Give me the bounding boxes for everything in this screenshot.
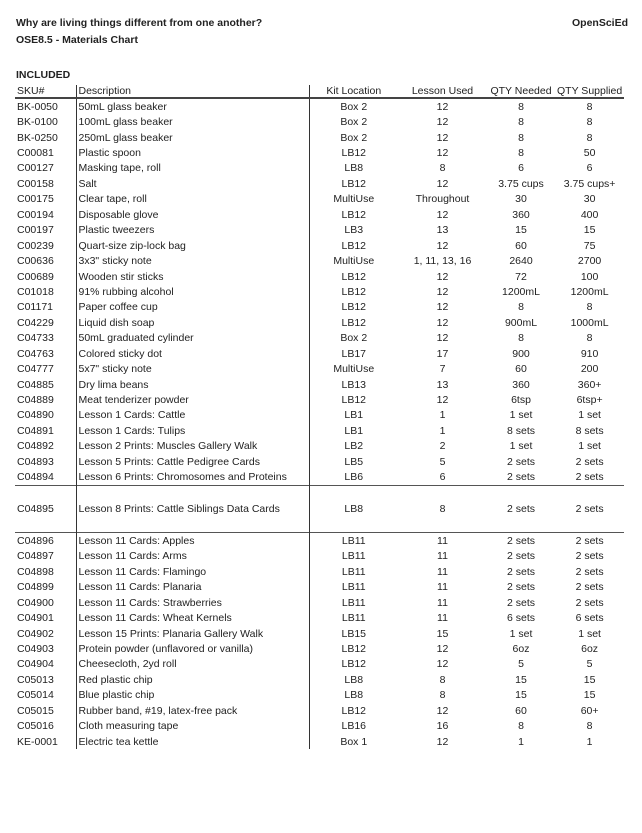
table-cell-lesson-used: 12 <box>436 301 449 314</box>
table-cell-description: Salt <box>76 176 309 191</box>
table-cell-qty-supplied: 2 sets <box>555 533 624 549</box>
table-cell-description: Lesson 11 Cards: Arms <box>76 549 309 564</box>
table-cell-lesson-used: 5 <box>439 455 446 468</box>
table-cell-description: Meat tenderizer powder <box>76 392 309 407</box>
table-cell-description: Lesson 11 Cards: Apples <box>76 533 309 549</box>
table-cell-qty-needed: 6tsp <box>511 394 531 407</box>
table-cell-sku: C04897 <box>17 550 54 563</box>
table-cell-sku: C05016 <box>17 720 54 733</box>
table-cell-sku: C04900 <box>17 596 54 609</box>
table-row <box>15 564 624 579</box>
table-row <box>15 331 624 346</box>
table-row <box>15 610 624 625</box>
table-cell-kit-location: LB12 <box>309 300 398 315</box>
table-cell-kit-location: Box 1 <box>309 734 398 749</box>
table-cell-description: Disposable glove <box>76 207 309 222</box>
table-cell-lesson-used: Throughout <box>415 193 470 206</box>
table-cell-description: Lesson 1 Cards: Cattle <box>76 408 309 423</box>
table-cell-qty-needed: 1 set <box>509 409 533 422</box>
table-cell-qty-supplied: 3.75 cups+ <box>563 177 616 190</box>
table-cell-lesson-used: 11 <box>437 550 448 563</box>
table-cell-qty-supplied: 1200mL <box>570 285 609 298</box>
column-header-qty-supplied: QTY Supplied <box>557 85 623 97</box>
table-cell-lesson-used: 11 <box>398 533 487 549</box>
table-cell-sku: C04229 <box>17 316 54 329</box>
table-row <box>15 672 624 687</box>
table-cell-qty-supplied: 2 sets <box>555 485 624 532</box>
table-cell-kit-location: LB17 <box>309 346 398 361</box>
table-cell-sku: C04904 <box>17 658 54 671</box>
table-row <box>15 718 624 733</box>
table-cell-sku: C00689 <box>17 270 54 283</box>
table-cell-lesson-used: 11 <box>437 596 448 609</box>
table-cell-kit-location: LB13 <box>309 377 398 392</box>
table-cell-qty-supplied: 6 <box>586 162 593 175</box>
table-row <box>15 207 624 222</box>
table-cell-qty-supplied: 8 <box>586 116 593 129</box>
table-cell-sku: C01171 <box>17 301 54 314</box>
table-cell-sku: C04763 <box>17 347 54 360</box>
table-row <box>15 392 624 407</box>
table-cell-description: Lesson 15 Prints: Planaria Gallery Walk <box>76 626 309 641</box>
page-subtitle: OSE8.5 - Materials Chart <box>16 34 138 46</box>
table-row <box>15 439 624 454</box>
table-cell-description: Rubber band, #19, latex-free pack <box>76 703 309 718</box>
table-cell-sku: C00636 <box>17 255 54 268</box>
table-cell-qty-supplied: 1 <box>586 735 593 748</box>
table-cell-sku: C00175 <box>17 193 54 206</box>
table-cell-qty-supplied: 30 <box>583 193 596 206</box>
column-header-kit-location: Kit Location <box>309 85 398 98</box>
table-row <box>15 315 624 330</box>
table-cell-qty-supplied: 2 sets <box>575 471 604 484</box>
table-cell-sku: C04903 <box>17 643 54 656</box>
table-cell-qty-supplied: 360+ <box>577 378 602 391</box>
table-cell-kit-location: LB3 <box>309 223 398 238</box>
table-cell-sku: C04733 <box>17 332 54 345</box>
table-cell-description: 91% rubbing alcohol <box>76 284 309 299</box>
table-row <box>15 549 624 564</box>
table-cell-qty-needed: 15 <box>515 673 527 686</box>
table-cell-qty-needed: 360 <box>512 208 530 221</box>
table-cell-description: 5x7" sticky note <box>76 361 309 376</box>
table-cell-description: 50mL glass beaker <box>76 98 309 114</box>
table-cell-kit-location: LB15 <box>309 626 398 641</box>
table-cell-qty-needed: 60 <box>515 363 527 376</box>
table-cell-lesson-used: 12 <box>436 285 449 298</box>
table-cell-qty-needed: 3.75 cups <box>498 177 544 190</box>
table-row <box>15 641 624 656</box>
table-cell-kit-location: LB6 <box>309 470 398 486</box>
table-cell-description: Lesson 2 Prints: Muscles Gallery Walk <box>76 439 309 454</box>
table-cell-kit-location: LB12 <box>309 315 398 330</box>
table-cell-qty-needed: 2 sets <box>506 471 535 484</box>
table-cell-description: Plastic spoon <box>76 145 309 160</box>
table-row <box>15 626 624 641</box>
table-cell-sku: C00127 <box>17 162 54 175</box>
table-cell-sku: C05013 <box>17 673 54 686</box>
table-cell-qty-needed: 6 sets <box>506 612 535 625</box>
table-row <box>15 98 624 114</box>
table-cell-qty-needed: 30 <box>515 193 527 206</box>
table-cell-qty-needed: 6oz <box>512 643 530 656</box>
table-cell-description: Blue plastic chip <box>76 688 309 703</box>
table-cell-description: Masking tape, roll <box>76 161 309 176</box>
table-cell-lesson-used: 8 <box>439 689 446 702</box>
table-row <box>15 454 624 469</box>
table-cell-qty-needed: 8 sets <box>506 424 535 437</box>
table-cell-qty-needed: 60 <box>515 704 527 717</box>
table-cell-qty-needed: 15 <box>515 224 527 237</box>
table-cell-lesson-used: 12 <box>436 131 449 144</box>
table-cell-kit-location: LB12 <box>309 657 398 672</box>
table-cell-description: Colored sticky dot <box>76 346 309 361</box>
table-cell-sku: C04889 <box>17 394 54 407</box>
table-cell-description: Lesson 5 Prints: Cattle Pedigree Cards <box>76 454 309 469</box>
table-cell-qty-supplied: 8 <box>586 100 593 113</box>
table-cell-kit-location: LB1 <box>309 408 398 423</box>
table-row <box>15 595 624 610</box>
table-cell-kit-location: LB5 <box>309 454 398 469</box>
table-cell-description: 3x3" sticky note <box>76 253 309 268</box>
table-cell-lesson-used: 6 <box>439 471 446 484</box>
table-cell-kit-location: LB1 <box>309 423 398 438</box>
table-row <box>15 176 624 191</box>
table-cell-kit-location: LB11 <box>309 564 398 579</box>
table-cell-description: Plastic tweezers <box>76 223 309 238</box>
table-cell-sku: C05015 <box>17 704 54 717</box>
table-cell-kit-location: LB11 <box>309 595 398 610</box>
table-cell-sku: C04894 <box>17 471 54 484</box>
table-cell-sku: C00197 <box>17 224 54 237</box>
table-cell-qty-supplied: 6tsp+ <box>576 394 603 407</box>
table-row <box>15 223 624 238</box>
table-cell-sku: C01018 <box>17 285 54 298</box>
table-cell-qty-supplied: 8 sets <box>575 424 604 437</box>
table-cell-qty-needed: 900 <box>512 347 530 360</box>
table-cell-sku: C05014 <box>17 689 54 702</box>
table-cell-sku: KE-0001 <box>17 735 58 748</box>
table-cell-qty-supplied: 8 <box>586 720 593 733</box>
table-cell-qty-needed: 2 sets <box>487 485 555 532</box>
table-cell-lesson-used: 17 <box>436 347 449 360</box>
table-cell-lesson-used: 12 <box>436 704 449 717</box>
table-cell-lesson-used: 11 <box>437 565 448 578</box>
table-cell-lesson-used: 12 <box>436 643 449 656</box>
table-cell-lesson-used: 12 <box>436 208 449 221</box>
table-row <box>15 703 624 718</box>
table-row <box>15 161 624 176</box>
table-cell-sku: BK-0050 <box>17 100 58 113</box>
table-cell-lesson-used: 1 <box>439 424 446 437</box>
table-cell-qty-needed: 15 <box>515 689 527 702</box>
table-cell-kit-location: LB12 <box>309 238 398 253</box>
table-cell-qty-supplied: 2700 <box>577 255 602 268</box>
table-cell-lesson-used: 15 <box>436 627 449 640</box>
table-cell-sku: C04891 <box>17 424 54 437</box>
table-cell-kit-location: LB8 <box>309 688 398 703</box>
table-cell-description: Lesson 11 Cards: Planaria <box>76 580 309 595</box>
table-cell-qty-supplied: 2 sets <box>575 581 604 594</box>
table-cell-kit-location: LB8 <box>309 672 398 687</box>
table-cell-sku: BK-0100 <box>17 116 58 129</box>
table-cell-qty-needed: 1 <box>518 735 524 748</box>
table-cell-qty-supplied: 1 set <box>578 409 601 422</box>
table-cell-qty-needed: 2 sets <box>487 533 555 549</box>
table-cell-kit-location: LB2 <box>309 439 398 454</box>
table-cell-lesson-used: 8 <box>439 673 446 686</box>
table-cell-qty-supplied: 2 sets <box>575 550 604 563</box>
table-cell-qty-supplied: 2 sets <box>575 455 604 468</box>
table-cell-description: Wooden stir sticks <box>76 269 309 284</box>
table-cell-description: Quart-size zip-lock bag <box>76 238 309 253</box>
table-cell-kit-location: LB11 <box>309 549 398 564</box>
table-row <box>15 114 624 129</box>
table-row <box>15 238 624 253</box>
table-cell-qty-supplied: 910 <box>580 347 599 360</box>
table-cell-qty-supplied: 6oz <box>581 643 599 656</box>
table-cell-lesson-used: 12 <box>436 239 449 252</box>
table-row <box>15 253 624 268</box>
table-cell-qty-needed: 72 <box>515 270 527 283</box>
table-cell-lesson-used: 12 <box>436 270 449 283</box>
table-cell-sku: C00158 <box>17 177 54 190</box>
table-cell-qty-supplied: 50 <box>583 147 596 160</box>
table-cell-lesson-used: 12 <box>436 332 449 345</box>
page-title: Why are living things different from one another? <box>16 17 263 29</box>
table-cell-qty-supplied: 2 sets <box>575 596 604 609</box>
table-cell-sku: BK-0250 <box>17 131 58 144</box>
table-row <box>15 130 624 145</box>
table-cell-lesson-used: 16 <box>436 720 449 733</box>
table-cell-qty-supplied: 200 <box>580 363 599 376</box>
table-cell-qty-needed: 6 <box>518 162 524 175</box>
table-cell-qty-needed: 60 <box>515 239 527 252</box>
table-cell-lesson-used: 13 <box>436 378 449 391</box>
table-cell-qty-supplied: 15 <box>583 689 596 702</box>
table-row <box>15 300 624 315</box>
table-cell-description: Dry lima beans <box>76 377 309 392</box>
table-row <box>15 377 624 392</box>
table-cell-description: Cheesecloth, 2yd roll <box>76 657 309 672</box>
table-cell-qty-supplied: 60+ <box>580 704 599 717</box>
table-cell-qty-needed: 2 sets <box>506 596 535 609</box>
table-cell-kit-location: Box 2 <box>309 114 398 129</box>
table-cell-description: Paper coffee cup <box>76 300 309 315</box>
table-cell-qty-needed: 8 <box>518 131 524 144</box>
table-cell-qty-needed: 2 sets <box>506 455 535 468</box>
table-cell-kit-location: Box 2 <box>309 130 398 145</box>
table-row <box>15 423 624 438</box>
table-cell-kit-location: LB16 <box>309 718 398 733</box>
table-cell-kit-location: LB11 <box>309 533 398 549</box>
table-cell-sku: C04895 <box>15 485 76 532</box>
table-cell-kit-location: MultiUse <box>309 192 398 207</box>
table-cell-qty-needed: 1 set <box>509 627 533 640</box>
table-row <box>15 580 624 595</box>
table-cell-qty-supplied: 100 <box>580 270 599 283</box>
column-header-sku: SKU# <box>15 85 76 98</box>
table-cell-sku: C04901 <box>17 612 54 625</box>
table-cell-qty-needed: 360 <box>512 378 530 391</box>
table-cell-kit-location: Box 2 <box>309 331 398 346</box>
table-cell-qty-supplied: 5 <box>586 658 593 671</box>
table-cell-qty-supplied: 1 set <box>578 440 601 453</box>
table-cell-lesson-used: 13 <box>436 224 449 237</box>
table-cell-lesson-used: 12 <box>436 147 449 160</box>
table-cell-lesson-used: 2 <box>439 440 446 453</box>
table-cell-qty-supplied: 8 <box>586 332 593 345</box>
table-cell-qty-supplied: 8 <box>586 301 593 314</box>
table-cell-qty-needed: 1200mL <box>502 285 540 298</box>
table-cell-qty-needed: 900mL <box>504 316 538 329</box>
table-cell-description: Electric tea kettle <box>76 734 309 749</box>
table-cell-lesson-used: 11 <box>437 581 448 594</box>
table-cell-kit-location: Box 2 <box>309 98 398 114</box>
table-cell-sku: C04777 <box>17 363 54 376</box>
table-row <box>15 346 624 361</box>
table-cell-lesson-used: 12 <box>436 658 449 671</box>
table-cell-qty-needed: 8 <box>518 100 524 113</box>
table-row <box>15 734 624 749</box>
column-header-lesson-used: Lesson Used <box>398 85 487 98</box>
section-label: INCLUDED <box>16 69 71 81</box>
table-cell-qty-needed: 8 <box>518 332 524 345</box>
table-cell-description: 50mL graduated cylinder <box>76 331 309 346</box>
table-cell-kit-location: LB11 <box>309 610 398 625</box>
table-row <box>15 485 624 532</box>
table-cell-kit-location: MultiUse <box>309 253 398 268</box>
table-cell-lesson-used: 7 <box>439 363 446 376</box>
table-cell-lesson-used: 8 <box>398 485 487 532</box>
table-cell-kit-location: LB11 <box>309 580 398 595</box>
table-row <box>15 145 624 160</box>
table-cell-description: Liquid dish soap <box>76 315 309 330</box>
table-cell-lesson-used: 12 <box>436 735 449 748</box>
table-row <box>15 688 624 703</box>
table-cell-qty-supplied: 8 <box>586 131 593 144</box>
materials-table <box>15 85 624 749</box>
table-row <box>15 361 624 376</box>
table-cell-qty-needed: 2640 <box>509 255 533 268</box>
table-cell-qty-supplied: 400 <box>580 208 599 221</box>
table-header-row <box>15 85 624 98</box>
table-cell-qty-needed: 5 <box>518 658 524 671</box>
table-cell-kit-location: LB12 <box>309 703 398 718</box>
table-cell-description: Lesson 1 Cards: Tulips <box>76 423 309 438</box>
table-cell-lesson-used: 12 <box>436 100 449 113</box>
table-cell-qty-supplied: 6 sets <box>575 612 604 625</box>
table-cell-sku: C04892 <box>17 440 54 453</box>
table-cell-qty-needed: 2 sets <box>506 581 535 594</box>
column-header-qty-needed: QTY Needed <box>487 85 555 98</box>
table-cell-description: Lesson 11 Cards: Strawberries <box>76 595 309 610</box>
table-cell-sku: C00239 <box>17 239 54 252</box>
table-cell-lesson-used: 12 <box>436 316 449 329</box>
table-cell-description: Clear tape, roll <box>76 192 309 207</box>
table-cell-kit-location: LB12 <box>309 641 398 656</box>
table-cell-kit-location: LB12 <box>309 392 398 407</box>
table-cell-qty-needed: 8 <box>518 147 524 160</box>
table-cell-kit-location: LB8 <box>309 161 398 176</box>
table-row <box>15 408 624 423</box>
table-cell-lesson-used: 12 <box>436 177 449 190</box>
table-cell-qty-needed: 8 <box>518 301 524 314</box>
table-cell-sku: C04885 <box>17 378 54 391</box>
table-cell-qty-supplied: 15 <box>583 673 596 686</box>
table-cell-qty-supplied: 15 <box>583 224 596 237</box>
table-cell-qty-needed: 2 sets <box>506 565 535 578</box>
table-cell-lesson-used: 12 <box>436 116 449 129</box>
table-cell-lesson-used: 1, 11, 13, 16 <box>413 255 472 268</box>
table-cell-qty-supplied: 1000mL <box>570 316 609 329</box>
table-cell-qty-needed: 8 <box>518 116 524 129</box>
column-header-description: Description <box>76 85 309 98</box>
table-cell-description: Lesson 11 Cards: Flamingo <box>76 564 309 579</box>
table-cell-lesson-used: 11 <box>437 612 448 625</box>
table-cell-qty-needed: 2 sets <box>506 550 535 563</box>
table-cell-lesson-used: 1 <box>439 409 446 422</box>
table-cell-sku: C04898 <box>17 565 54 578</box>
table-cell-sku: C04899 <box>17 581 54 594</box>
table-cell-kit-location: LB8 <box>309 485 398 532</box>
table-cell-lesson-used: 12 <box>436 394 449 407</box>
table-row <box>15 533 624 549</box>
table-cell-sku: C04890 <box>17 409 54 422</box>
table-cell-description: Cloth measuring tape <box>76 718 309 733</box>
table-cell-description: Lesson 8 Prints: Cattle Siblings Data Cards <box>76 485 309 532</box>
table-cell-qty-supplied: 2 sets <box>575 565 604 578</box>
table-row <box>15 269 624 284</box>
table-cell-qty-supplied: 75 <box>583 239 596 252</box>
table-cell-sku: C04902 <box>17 627 54 640</box>
table-cell-lesson-used: 8 <box>439 162 446 175</box>
table-cell-kit-location: LB12 <box>309 207 398 222</box>
table-row <box>15 284 624 299</box>
table-cell-description: Protein powder (unflavored or vanilla) <box>76 641 309 656</box>
table-cell-kit-location: LB12 <box>309 145 398 160</box>
table-cell-description: 250mL glass beaker <box>76 130 309 145</box>
table-cell-kit-location: LB12 <box>309 176 398 191</box>
table-cell-kit-location: MultiUse <box>309 361 398 376</box>
table-cell-qty-needed: 1 set <box>509 440 533 453</box>
table-cell-qty-supplied: 1 set <box>578 627 601 640</box>
table-row <box>15 657 624 672</box>
table-cell-sku: C00194 <box>17 208 54 221</box>
table-row <box>15 192 624 207</box>
table-cell-qty-needed: 8 <box>518 720 524 733</box>
table-cell-description: 100mL glass beaker <box>76 114 309 129</box>
table-cell-description: Lesson 6 Prints: Chromosomes and Proteins <box>76 470 309 486</box>
table-cell-kit-location: LB12 <box>309 269 398 284</box>
table-cell-sku: C00081 <box>17 147 54 160</box>
table-cell-description: Lesson 11 Cards: Wheat Kernels <box>76 610 309 625</box>
table-cell-kit-location: LB12 <box>309 284 398 299</box>
table-cell-sku: C04893 <box>17 455 54 468</box>
table-cell-description: Red plastic chip <box>76 672 309 687</box>
table-cell-sku: C04896 <box>15 533 76 549</box>
brand-label: OpenSciEd <box>571 17 628 29</box>
table-row <box>15 470 624 486</box>
